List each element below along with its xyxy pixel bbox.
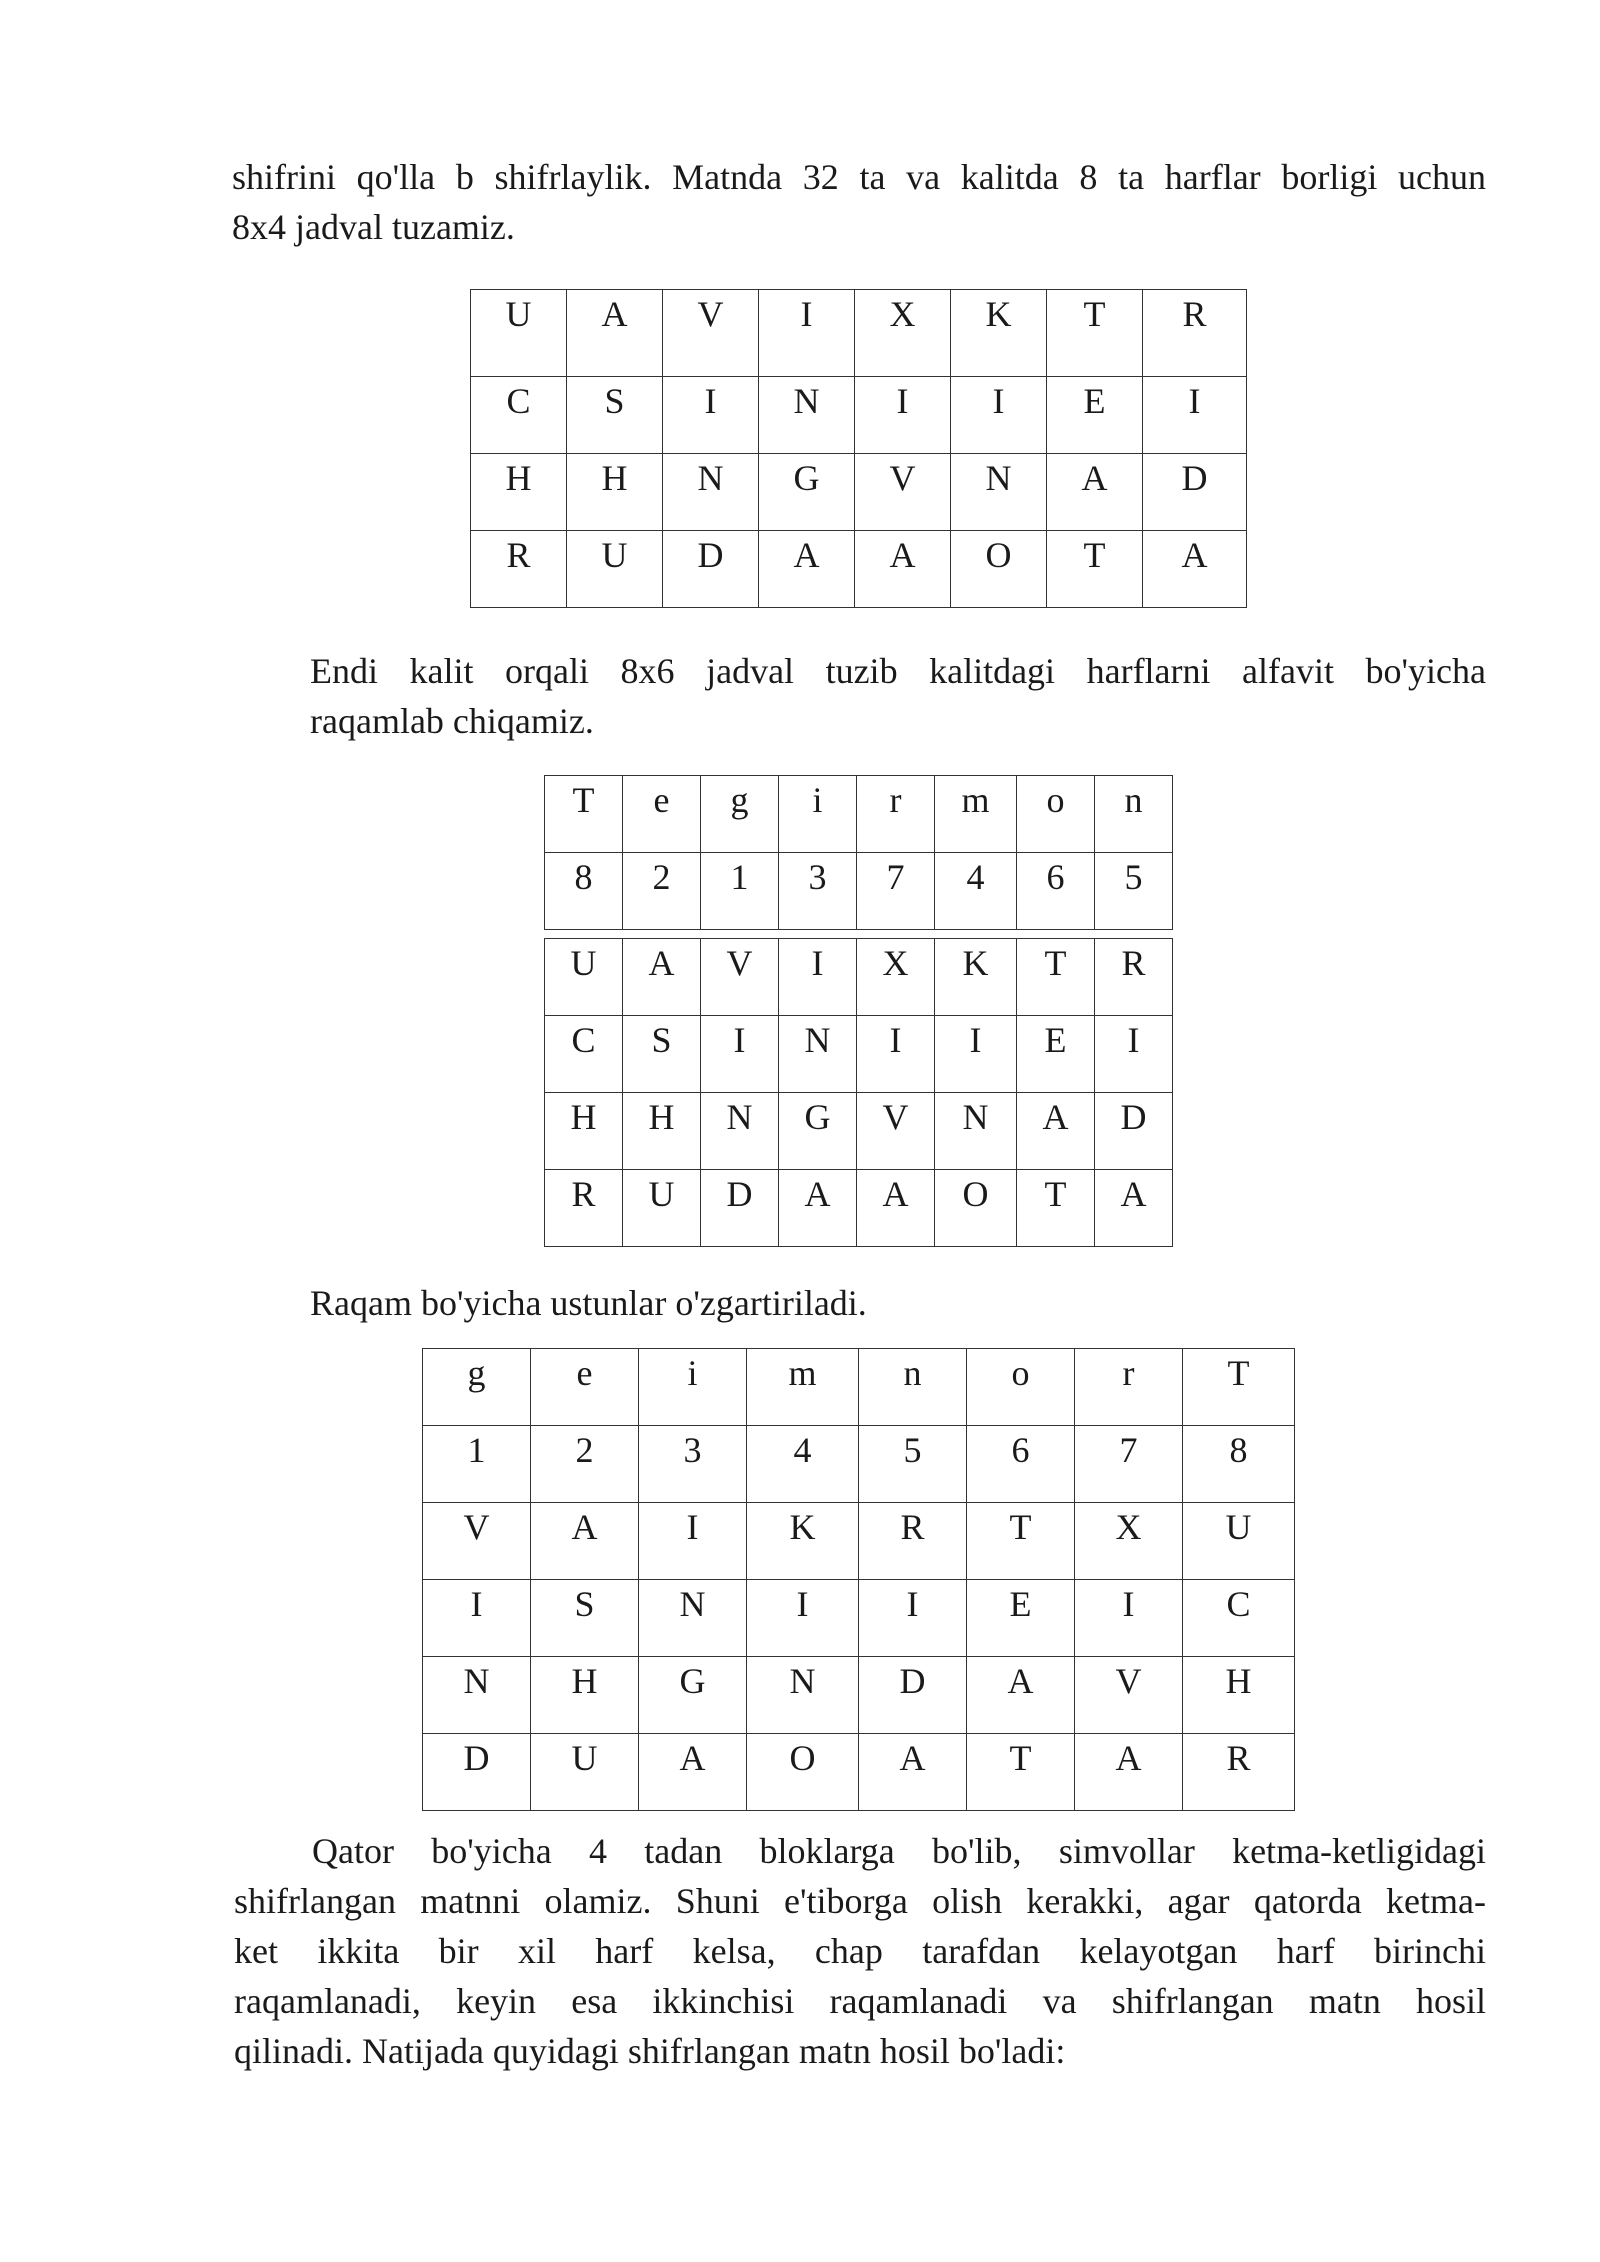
table-cell: V xyxy=(1075,1657,1183,1734)
table-cell: N xyxy=(663,454,759,531)
text-line: raqamlab chiqamiz. xyxy=(310,701,594,741)
table-cell: U xyxy=(623,1170,701,1247)
text-line: qilinadi. Natijada quyidagi shifrlangan matn hosil bo'ladi: xyxy=(234,2031,1066,2071)
text-line: raqamlanadi, keyin esa ikkinchisi raqamlanadi va shifrlangan matn hosil xyxy=(234,1981,1486,2021)
table-cell: g xyxy=(423,1349,531,1426)
paragraph-key-numbering xyxy=(232,646,1486,746)
table-cell: I xyxy=(639,1503,747,1580)
table-cell: A xyxy=(857,1170,935,1247)
table-cell: O xyxy=(747,1734,859,1811)
table-cell: H xyxy=(1183,1657,1295,1734)
table-cell: A xyxy=(639,1734,747,1811)
table-cell: U xyxy=(567,531,663,608)
text-line: Qator bo'yicha 4 tadan bloklarga bo'lib, simvollar ketma-ketligidagi xyxy=(312,1831,1486,1871)
table-row xyxy=(545,1170,1173,1247)
table-cell: A xyxy=(1047,454,1143,531)
table-cell: r xyxy=(1075,1349,1183,1426)
text-line: 8x4 jadval tuzamiz. xyxy=(232,207,515,247)
table-cell: R xyxy=(1183,1734,1295,1811)
table-cell: A xyxy=(1075,1734,1183,1811)
table-cell: H xyxy=(471,454,567,531)
table-cell: C xyxy=(545,1016,623,1093)
table-cell: 3 xyxy=(779,853,857,930)
table-row xyxy=(545,1016,1173,1093)
table-cell: N xyxy=(759,377,855,454)
table-row xyxy=(423,1657,1295,1734)
paragraph-result xyxy=(234,1826,1486,2076)
text-line: Raqam bo'yicha ustunlar o'zgartiriladi. xyxy=(310,1283,867,1323)
table-cell: I xyxy=(935,1016,1017,1093)
table-cell: 3 xyxy=(639,1426,747,1503)
text-line: ket ikkita bir xil harf kelsa, chap tarafdan kelayotgan harf birinchi xyxy=(234,1931,1486,1971)
table-cell: I xyxy=(663,377,759,454)
paragraph-column-swap xyxy=(232,1278,1486,1328)
table-cell: E xyxy=(1017,1016,1095,1093)
table-cell: G xyxy=(759,454,855,531)
table-cell: R xyxy=(545,1170,623,1247)
table-cell: A xyxy=(967,1657,1075,1734)
table-cell: I xyxy=(857,1016,935,1093)
table-reordered-columns xyxy=(422,1348,1295,1811)
table-cell: D xyxy=(1143,454,1247,531)
table-row xyxy=(423,1426,1295,1503)
table-cell: A xyxy=(531,1503,639,1580)
table-cell: 5 xyxy=(1095,853,1173,930)
table-cell: K xyxy=(951,290,1047,377)
table-cell: T xyxy=(967,1734,1075,1811)
table-cell: X xyxy=(857,939,935,1016)
table-cell: 7 xyxy=(1075,1426,1183,1503)
table-cell: I xyxy=(779,939,857,1016)
table-cell: X xyxy=(855,290,951,377)
table-cell: D xyxy=(859,1657,967,1734)
table-row xyxy=(471,531,1247,608)
table-cell: 8 xyxy=(1183,1426,1295,1503)
table-cell: U xyxy=(1183,1503,1295,1580)
table-row xyxy=(545,939,1173,1016)
table-cell: I xyxy=(1143,377,1247,454)
table-cell: i xyxy=(779,776,857,853)
table-cell: 8 xyxy=(545,853,623,930)
table-cell: S xyxy=(531,1580,639,1657)
table-cell: H xyxy=(531,1657,639,1734)
table-cell: m xyxy=(935,776,1017,853)
table-cell: T xyxy=(545,776,623,853)
table-cell: 2 xyxy=(623,853,701,930)
text-line: Endi kalit orqali 8x6 jadval tuzib kalitdagi harflarni alfavit bo'yicha xyxy=(310,651,1486,691)
table-cell: n xyxy=(1095,776,1173,853)
table-row xyxy=(471,377,1247,454)
table-cell: H xyxy=(567,454,663,531)
table-key-data xyxy=(544,938,1173,1247)
table-cell: C xyxy=(1183,1580,1295,1657)
table-row xyxy=(423,1734,1295,1811)
table-cell: A xyxy=(1017,1093,1095,1170)
table-cell: U xyxy=(531,1734,639,1811)
table-cell: O xyxy=(935,1170,1017,1247)
table-cell: R xyxy=(1095,939,1173,1016)
table-cell: 1 xyxy=(701,853,779,930)
table-cell: E xyxy=(1047,377,1143,454)
table-cell: E xyxy=(967,1580,1075,1657)
table-cell: g xyxy=(701,776,779,853)
table-cell: U xyxy=(471,290,567,377)
table-cell: I xyxy=(1075,1580,1183,1657)
table-cell: U xyxy=(545,939,623,1016)
table-cell: I xyxy=(1095,1016,1173,1093)
table-row xyxy=(423,1580,1295,1657)
table-cell: T xyxy=(1183,1349,1295,1426)
table-cell: r xyxy=(857,776,935,853)
table-cell: D xyxy=(663,531,759,608)
table-cell: 6 xyxy=(967,1426,1075,1503)
table-cell: R xyxy=(859,1503,967,1580)
table-cell: I xyxy=(701,1016,779,1093)
table-cell: N xyxy=(951,454,1047,531)
table-cell: T xyxy=(1017,1170,1095,1247)
table-cell: A xyxy=(623,939,701,1016)
table-cell: 6 xyxy=(1017,853,1095,930)
table-cell: S xyxy=(623,1016,701,1093)
table-cell: H xyxy=(623,1093,701,1170)
table-row xyxy=(545,853,1173,930)
table-cell: T xyxy=(1047,290,1143,377)
table-cell: 2 xyxy=(531,1426,639,1503)
table-cell: A xyxy=(1095,1170,1173,1247)
table-cell: X xyxy=(1075,1503,1183,1580)
table-cell: e xyxy=(531,1349,639,1426)
table-cell: H xyxy=(545,1093,623,1170)
table-cell: I xyxy=(855,377,951,454)
table-cell: N xyxy=(701,1093,779,1170)
table-row xyxy=(471,290,1247,377)
table-cell: 4 xyxy=(747,1426,859,1503)
table-cell: V xyxy=(855,454,951,531)
table-cell: 4 xyxy=(935,853,1017,930)
table-cell: 7 xyxy=(857,853,935,930)
table-cell: n xyxy=(859,1349,967,1426)
table-cell: O xyxy=(951,531,1047,608)
table-cell: A xyxy=(859,1734,967,1811)
table-cell: C xyxy=(471,377,567,454)
text-line: shifrlangan matnni olamiz. Shuni e'tiborga olish kerakki, agar qatorda ketma- xyxy=(234,1881,1486,1921)
table-cell: D xyxy=(701,1170,779,1247)
table-cell: N xyxy=(423,1657,531,1734)
table-cell: A xyxy=(1143,531,1247,608)
table-cell: V xyxy=(857,1093,935,1170)
table-cell: R xyxy=(1143,290,1247,377)
text-line: shifrini qo'lla b shifrlaylik. Matnda 32 ta va kalitda 8 ta harflar borligi uchun xyxy=(232,157,1486,197)
table-cell: V xyxy=(423,1503,531,1580)
table-cell: A xyxy=(779,1170,857,1247)
table-row xyxy=(545,1093,1173,1170)
table-cell: I xyxy=(747,1580,859,1657)
table-key-numbers xyxy=(544,775,1173,930)
table-cell: A xyxy=(855,531,951,608)
table-cell: D xyxy=(1095,1093,1173,1170)
table-cell: i xyxy=(639,1349,747,1426)
table-cell: A xyxy=(759,531,855,608)
table-cell: D xyxy=(423,1734,531,1811)
table-row xyxy=(471,454,1247,531)
table-row xyxy=(423,1503,1295,1580)
table-cell: N xyxy=(747,1657,859,1734)
table-cell: A xyxy=(567,290,663,377)
table-8x4 xyxy=(470,289,1247,608)
table-cell: R xyxy=(471,531,567,608)
table-cell: N xyxy=(935,1093,1017,1170)
table-row xyxy=(423,1349,1295,1426)
table-cell: I xyxy=(951,377,1047,454)
table-cell: N xyxy=(779,1016,857,1093)
table-cell: o xyxy=(1017,776,1095,853)
paragraph-intro xyxy=(232,152,1486,252)
table-cell: 5 xyxy=(859,1426,967,1503)
table-cell: T xyxy=(1047,531,1143,608)
table-cell: K xyxy=(747,1503,859,1580)
table-cell: V xyxy=(663,290,759,377)
table-cell: m xyxy=(747,1349,859,1426)
table-cell: S xyxy=(567,377,663,454)
table-cell: G xyxy=(779,1093,857,1170)
table-cell: 1 xyxy=(423,1426,531,1503)
table-cell: I xyxy=(859,1580,967,1657)
table-cell: I xyxy=(423,1580,531,1657)
table-row xyxy=(545,776,1173,853)
table-cell: T xyxy=(1017,939,1095,1016)
table-cell: N xyxy=(639,1580,747,1657)
table-cell: G xyxy=(639,1657,747,1734)
table-cell: V xyxy=(701,939,779,1016)
table-cell: T xyxy=(967,1503,1075,1580)
table-cell: o xyxy=(967,1349,1075,1426)
table-cell: K xyxy=(935,939,1017,1016)
table-cell: e xyxy=(623,776,701,853)
table-cell: I xyxy=(759,290,855,377)
